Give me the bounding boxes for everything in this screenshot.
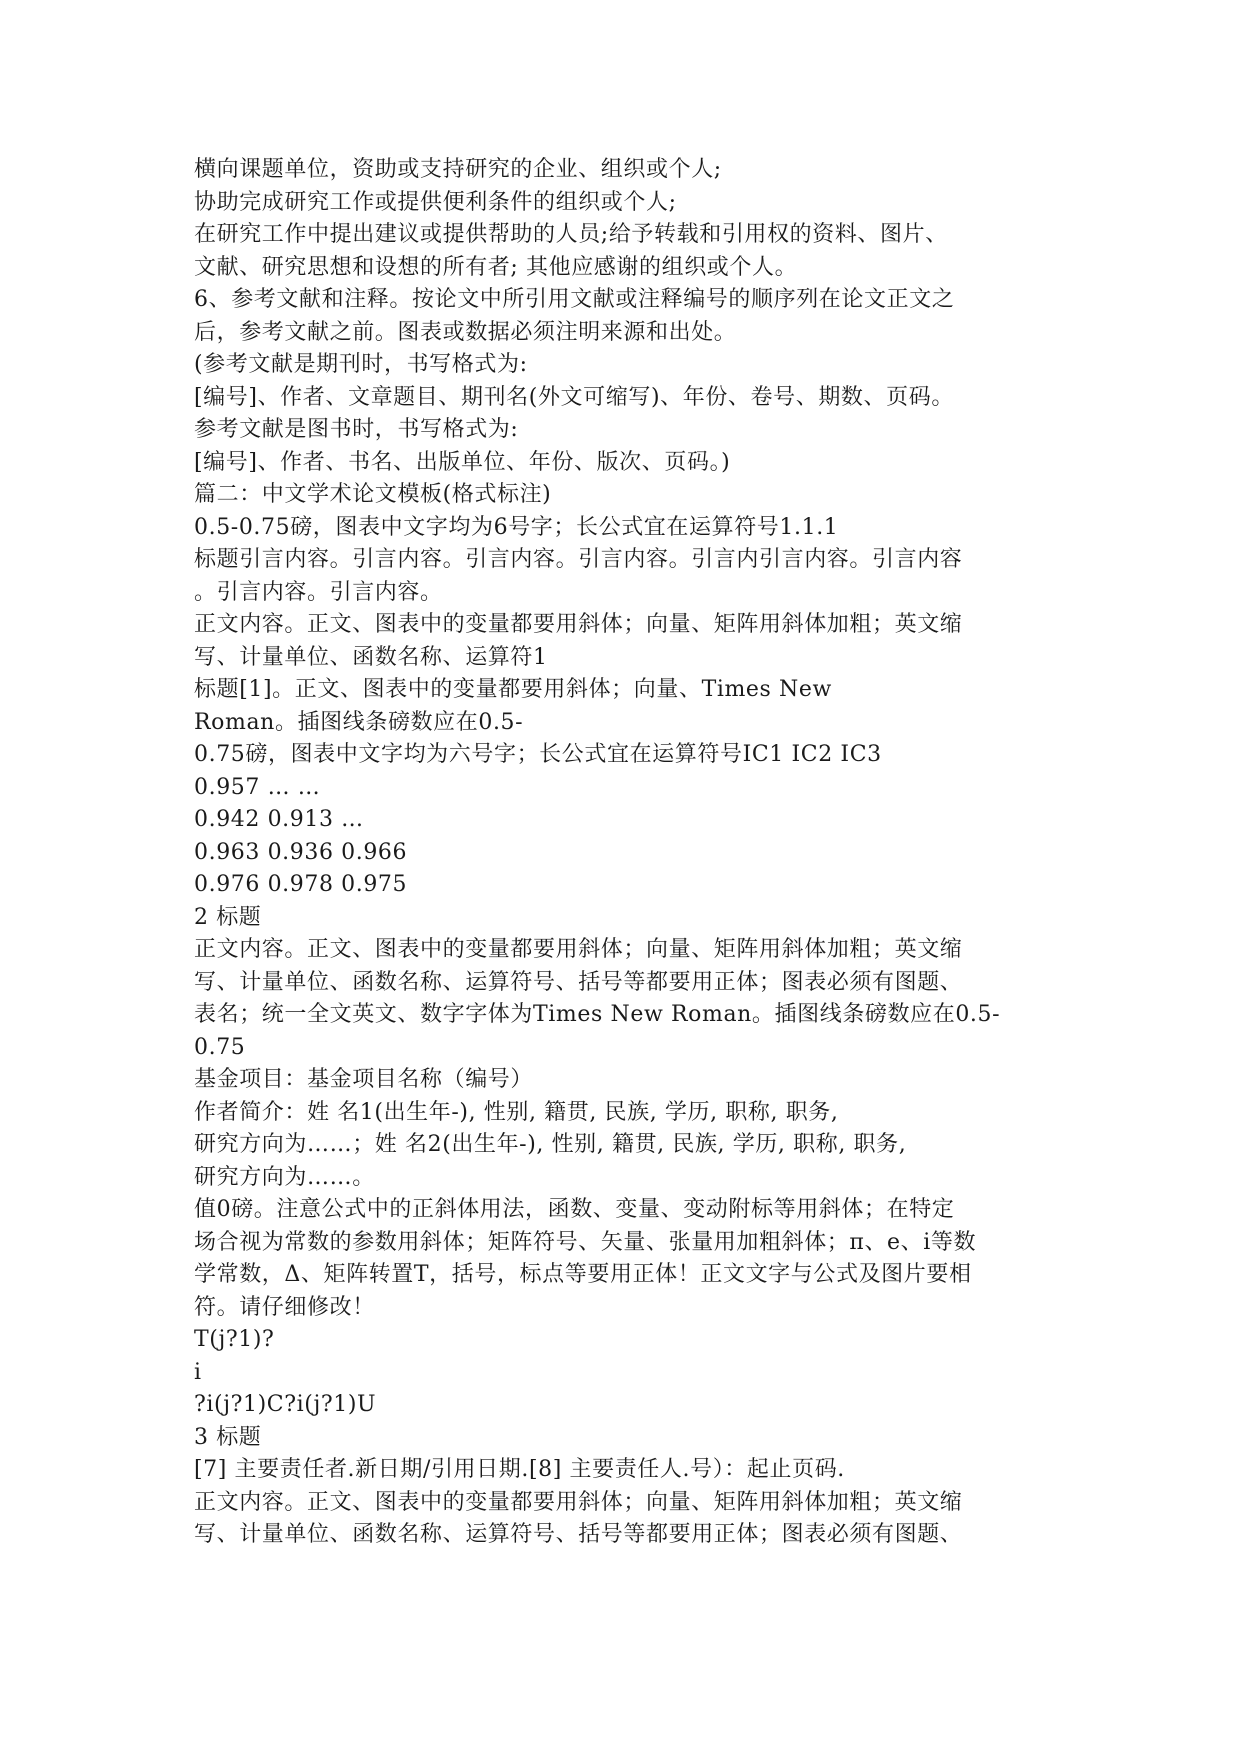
text-line: [编号]、作者、书名、出版单位、年份、版次、页码。) xyxy=(194,449,731,475)
text-line: [编号]、作者、文章题目、期刊名(外文可缩写)、年份、卷号、期数、页码。 xyxy=(194,384,954,410)
text-line: 0.5-0.75磅，图表中文字均为6号字；长公式宜在运算符号1.1.1 xyxy=(194,514,839,540)
text-line: 横向课题单位，资助或支持研究的企业、组织或个人; xyxy=(194,157,722,182)
section-heading: 3 标题 xyxy=(194,1424,262,1450)
text-line: 研究方向为……；姓 名2(出生年-), 性别, 籍贯, 民族, 学历, 职称, 职务, xyxy=(194,1132,907,1157)
text-line: 参考文献是图书时，书写格式为: xyxy=(194,417,519,442)
data-row: 0.957 … … xyxy=(194,774,321,800)
text-line: 研究方向为……。 xyxy=(194,1164,375,1190)
text-line: 协助完成研究工作或提供便利条件的组织或个人; xyxy=(194,189,677,215)
text-line: 0.75 xyxy=(194,1034,246,1060)
text-line: 符。请仔细修改！ xyxy=(194,1294,375,1320)
text-line: 学常数，Δ、矩阵转置T，括号，标点等要用正体！正文文字与公式及图片要相 xyxy=(194,1262,972,1287)
text-line: 6、参考文献和注释。按论文中所引用文献或注释编号的顺序列在论文正文之 xyxy=(194,287,955,312)
formula-line: i xyxy=(194,1359,202,1385)
text-line: 标题[1]。正文、图表中的变量都要用斜体；向量、Times New xyxy=(194,677,832,702)
formula-line: T(j?1)? xyxy=(194,1327,275,1352)
text-line: Roman。插图线条磅数应在0.5- xyxy=(194,709,524,735)
section-heading: 2 标题 xyxy=(194,904,262,930)
text-line: 后，参考文献之前。图表或数据必须注明来源和出处。 xyxy=(194,319,737,345)
section-heading: 篇二：中文学术论文模板(格式标注) xyxy=(194,482,552,507)
text-line: 表名；统一全文英文、数字字体为Times New Roman。插图线条磅数应在0.5- xyxy=(194,1002,1001,1027)
text-line: (参考文献是期刊时，书写格式为: xyxy=(194,352,528,377)
formula-line: ?i(j?1)C?i(j?1)U xyxy=(194,1392,377,1417)
text-line: 。引言内容。引言内容。 xyxy=(194,579,443,605)
text-line: 场合视为常数的参数用斜体；矩阵符号、矢量、张量用加粗斜体；π、e、i等数 xyxy=(194,1229,977,1255)
text-line: 基金项目：基金项目名称（编号） xyxy=(194,1067,534,1092)
text-line: 正文内容。正文、图表中的变量都要用斜体；向量、矩阵用斜体加粗；英文缩 xyxy=(194,1489,963,1515)
data-row: 0.942 0.913 … xyxy=(194,807,364,832)
document-body xyxy=(194,154,1074,1552)
text-line: 正文内容。正文、图表中的变量都要用斜体；向量、矩阵用斜体加粗；英文缩 xyxy=(194,612,963,637)
text-line: 写、计量单位、函数名称、运算符1 xyxy=(194,644,548,670)
text-line: 值0磅。注意公式中的正斜体用法，函数、变量、变动附标等用斜体；在特定 xyxy=(194,1197,955,1222)
text-line: 写、计量单位、函数名称、运算符号、括号等都要用正体；图表必须有图题、 xyxy=(194,1522,963,1547)
text-line: 0.75磅，图表中文字均为六号字；长公式宜在运算符号IC1 IC2 IC3 xyxy=(194,742,882,767)
text-line: 作者简介：姓 名1(出生年-), 性别, 籍贯, 民族, 学历, 职称, 职务, xyxy=(194,1099,839,1125)
text-line: 写、计量单位、函数名称、运算符号、括号等都要用正体；图表必须有图题、 xyxy=(194,969,963,995)
data-row: 0.976 0.978 0.975 xyxy=(194,872,408,897)
reference-line: [7] 主要责任者.新日期/引用日期.[8] 主要责任人.号）：起止页码. xyxy=(194,1457,845,1482)
text-line: 标题引言内容。引言内容。引言内容。引言内容。引言内引言内容。引言内容 xyxy=(194,547,963,572)
text-line: 在研究工作中提出建议或提供帮助的人员;给予转载和引用权的资料、图片、 xyxy=(194,222,948,247)
data-row: 0.963 0.936 0.966 xyxy=(194,839,408,865)
text-line: 文献、研究思想和设想的所有者; 其他应感谢的组织或个人。 xyxy=(194,254,798,280)
text-line: 正文内容。正文、图表中的变量都要用斜体；向量、矩阵用斜体加粗；英文缩 xyxy=(194,937,963,962)
